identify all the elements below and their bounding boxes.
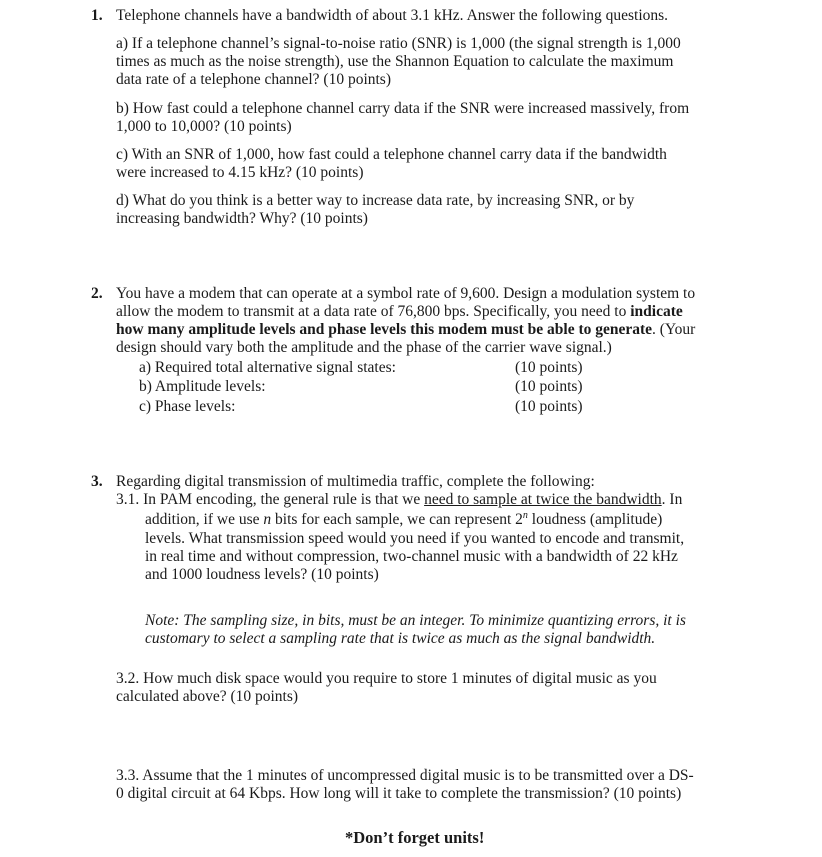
q2-line3-rest: . (Your: [652, 321, 696, 338]
q2-item-b-points: (10 points): [515, 378, 583, 395]
q2-item-a-label: a) Required total alternative signal states:: [139, 359, 396, 376]
q1d-line1: d) What do you think is a better way to increase data rate, by increasing SNR, or by: [116, 192, 635, 209]
q1c-line1: c) With an SNR of 1,000, how fast could a telephone channel carry data if the bandwidth: [116, 146, 667, 163]
q3-1-line5: and 1000 loudness levels? (10 points): [145, 566, 379, 583]
q3-note-line2: customary to select a sampling rate that is twice as much as the signal bandwidth.: [145, 630, 656, 647]
q1a-line2: times as much as the noise strength), use the Shannon Equation to calculate the maximum: [116, 53, 674, 70]
q3-3-line2: 0 digital circuit at 64 Kbps. How long will it take to complete the transmission? (10 points): [116, 785, 682, 802]
q3-3-line1: 3.3. Assume that the 1 minutes of uncompressed digital music is to be transmitted over a DS-: [116, 767, 694, 784]
q2-item-c-points: (10 points): [515, 398, 583, 415]
q3-2-line1: 3.2. How much disk space would you require to store 1 minutes of digital music as you: [116, 670, 657, 687]
footer-reminder: *Don’t forget units!: [345, 828, 485, 847]
q2-item-c-label: c) Phase levels:: [139, 398, 236, 415]
q3-1-line2-c: loudness (amplitude): [531, 511, 663, 528]
q3-1-superscript-n: n: [522, 509, 528, 521]
q3-1-line3: levels. What transmission speed would you need if you wanted to encode and transmit,: [145, 530, 685, 547]
q2-line3-bold: how many amplitude levels and phase levels this modem must be able to generate: [116, 321, 653, 338]
question-3-stem: Regarding digital transmission of multimedia traffic, complete the following:: [116, 473, 595, 490]
q2-item-a-points: (10 points): [515, 359, 583, 376]
q3-1-line2-b: bits for each sample, we can represent 2: [275, 511, 523, 528]
q2-line1: You have a modem that can operate at a symbol rate of 9,600. Design a modulation system to: [116, 285, 696, 302]
q2-line2-text: allow the modem to transmit at a data rate of 76,800 bps. Specifically, you need to: [116, 303, 627, 320]
q3-1-underlined-rule: need to sample at twice the bandwidth: [424, 491, 662, 508]
q1c-line2: were increased to 4.15 kHz? (10 points): [116, 164, 364, 181]
q1b-line2: 1,000 to 10,000? (10 points): [116, 118, 292, 135]
q3-1-line4: in real time and without compression, two-channel music with a bandwidth of 22 kHz: [145, 548, 678, 565]
q3-1-line1: [116, 491, 682, 509]
q3-1-line1-b: . In: [661, 491, 683, 508]
question-2-number: 2.: [91, 285, 103, 302]
q2-line4: design should vary both the amplitude and the phase of the carrier wave signal.): [116, 339, 612, 356]
q1a-line3: data rate of a telephone channel? (10 points): [116, 71, 392, 88]
q3-1-line1-a: 3.1. In PAM encoding, the general rule is that we: [116, 491, 421, 508]
q2-line2-bold: indicate: [630, 303, 683, 320]
q1b-line1: b) How fast could a telephone channel carry data if the SNR were increased massively, from: [116, 100, 690, 117]
q3-note-line1: Note: The sampling size, in bits, must be an integer. To minimize quantizing errors, it is: [145, 612, 686, 629]
q3-1-line2-a: addition, if we use: [145, 511, 260, 528]
question-3-number: 3.: [91, 473, 103, 490]
q3-1-line2: [145, 511, 662, 529]
q1d-line2: increasing bandwidth? Why? (10 points): [116, 210, 368, 227]
question-1-stem: Telephone channels have a bandwidth of about 3.1 kHz. Answer the following questions.: [116, 7, 669, 24]
question-1-number: 1.: [91, 7, 103, 24]
q1a-line1: a) If a telephone channel’s signal-to-noise ratio (SNR) is 1,000 (the signal strength is 1,000: [116, 35, 681, 52]
q2-line3: [116, 321, 695, 339]
q2-line2: [116, 303, 683, 321]
q2-item-b-label: b) Amplitude levels:: [139, 378, 266, 395]
q3-1-n-variable: n: [263, 511, 272, 528]
q3-2-line2: calculated above? (10 points): [116, 688, 299, 705]
